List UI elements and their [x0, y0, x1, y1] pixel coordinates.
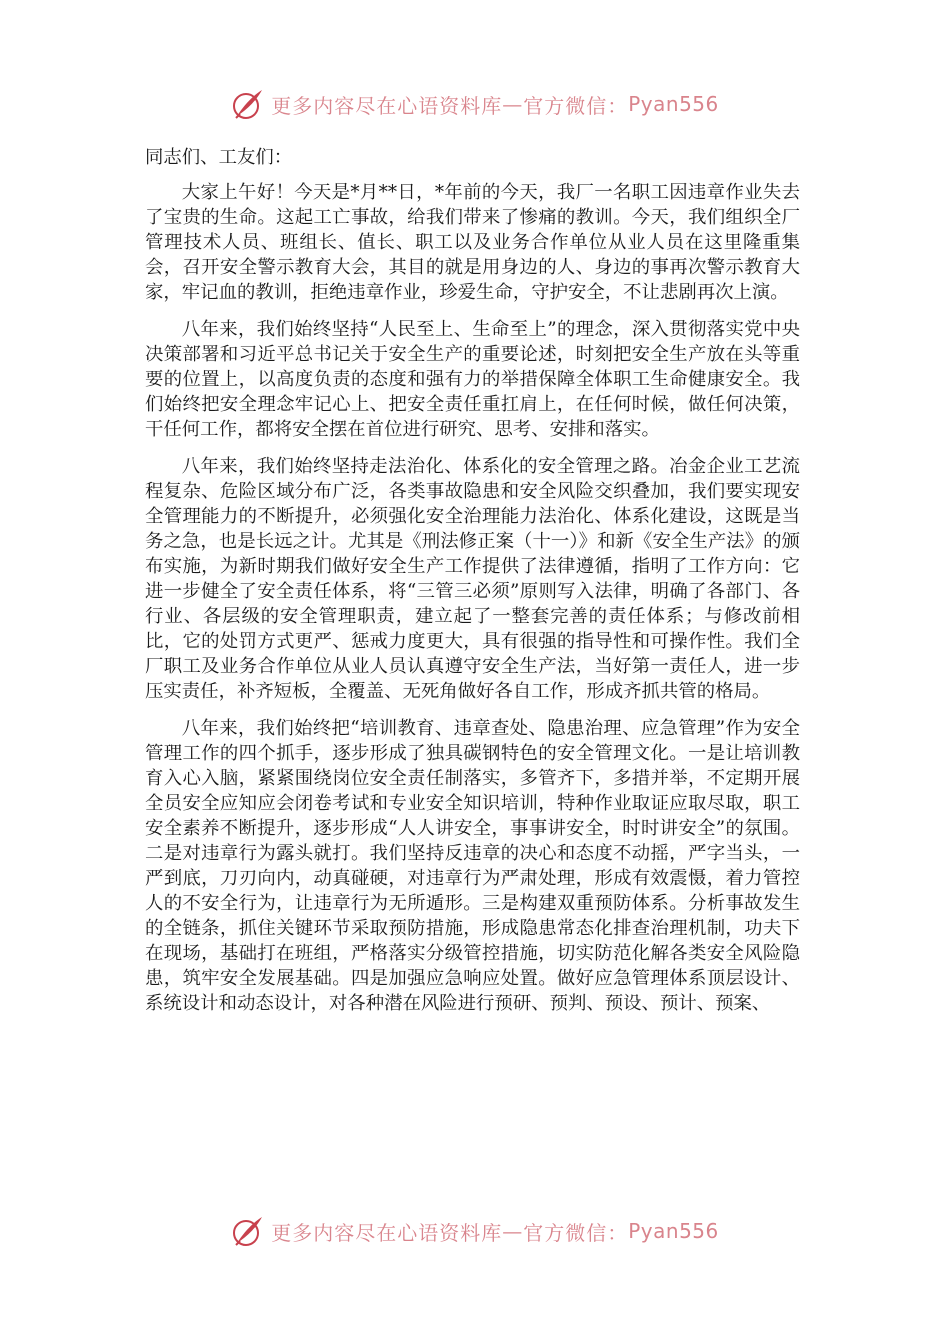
watermark-wechat-id: Pyan556 [628, 92, 719, 116]
quill-pen-logo-icon [231, 1214, 265, 1248]
paragraph-1: 大家上午好！今天是*月**日，*年前的今天，我厂一名职工因违章作业失去了宝贵的生命。这起工亡事故，给我们带来了惨痛的教训。今天，我们组织全厂管理技术人员、班组长、值长、职工以及业务合作单位从业人员在这里隆重集会，召开安全警示教育大会，其目的就是用身边的人、身边的事再次警示教育大家，牢记血的教训，拒绝违章作业，珍爱生命，守护安全，不让悲剧再次上演。 [145, 182, 800, 303]
paragraph-3: 八年来，我们始终坚持走法治化、体系化的安全管理之路。冶金企业工艺流程复杂、危险区域分布广泛，各类事故隐患和安全风险交织叠加，我们要实现安全管理能力的不断提升，必须强化安全治理能力法治化、体系化建设，这既是当务之急，也是长远之计。尤其是《刑法修正案（十一）》和新《安全生产法》的颁布实施，为新时期我们做好安全生产工作提供了法律遵循，指明了工作方向：它进一步健全了安全责任体系，将“三管三必须”原则写入法律，明确了各部门、各行业、各层级的安全管理职责，建立起了一整套完善的责任体系；与修改前相比，它的处罚方式更严、惩戒力度更大，具有很强的指导性和可操作性。我们全厂职工及业务合作单位从业人员认真遵守安全生产法，当好第一责任人，进一步压实责任，补齐短板，全覆盖、无死角做好各自工作，形成齐抓共管的格局。 [145, 456, 800, 702]
footer-watermark [0, 1209, 950, 1253]
watermark-brand: 更多内容尽在心语资料库 [271, 93, 503, 118]
watermark-dash: — [502, 92, 524, 116]
watermark-dash: — [502, 1219, 524, 1243]
header-watermark [0, 82, 950, 126]
quill-pen-logo-icon [231, 87, 265, 121]
paragraph-2: 八年来，我们始终坚持“人民至上、生命至上”的理念，深入贯彻落实党中央决策部署和习近平总书记关于安全生产的重要论述，时刻把安全生产放在头等重要的位置上，以高度负责的态度和强有力的举措保障全体职工生命健康安全。我们始终把安全理念牢记心上、把安全责任重扛肩上，在任何时候，做任何决策，干任何工作，都将安全摆在首位进行研究、思考、安排和落实。 [145, 319, 800, 440]
watermark-official: 官方微信： [523, 93, 629, 118]
watermark-brand: 更多内容尽在心语资料库 [271, 1220, 503, 1245]
watermark-wechat-id: Pyan556 [628, 1219, 719, 1243]
document-body [145, 145, 800, 1028]
salutation: 同志们、工友们： [145, 147, 293, 168]
watermark-official: 官方微信： [523, 1220, 629, 1245]
paragraph-4: 八年来，我们始终把“培训教育、违章查处、隐患治理、应急管理”作为安全管理工作的四个抓手，逐步形成了独具碳钢特色的安全管理文化。一是让培训教育入心入脑，紧紧围绕岗位安全责任制落实，多管齐下，多措并举，不定期开展全员安全应知应会闭卷考试和专业安全知识培训，特种作业取证应取尽取，职工安全素养不断提升，逐步形成“人人讲安全，事事讲安全，时时讲安全”的氛围。二是对违章行为露头就打。我们坚持反违章的决心和态度不动摇，严字当头，一严到底，刀刃向内，动真碰硬，对违章行为严肃处理，形成有效震慑，着力管控人的不安全行为，让违章行为无所遁形。三是构建双重预防体系。分析事故发生的全链条，抓住关键环节采取预防措施，形成隐患常态化排查治理机制，功夫下在现场，基础打在班组，严格落实分级管控措施，切实防范化解各类安全风险隐患，筑牢安全发展基础。四是加强应急响应处置。做好应急管理体系顶层设计、系统设计和动态设计，对各种潜在风险进行预研、预判、预设、预计、预案、 [145, 718, 800, 1014]
